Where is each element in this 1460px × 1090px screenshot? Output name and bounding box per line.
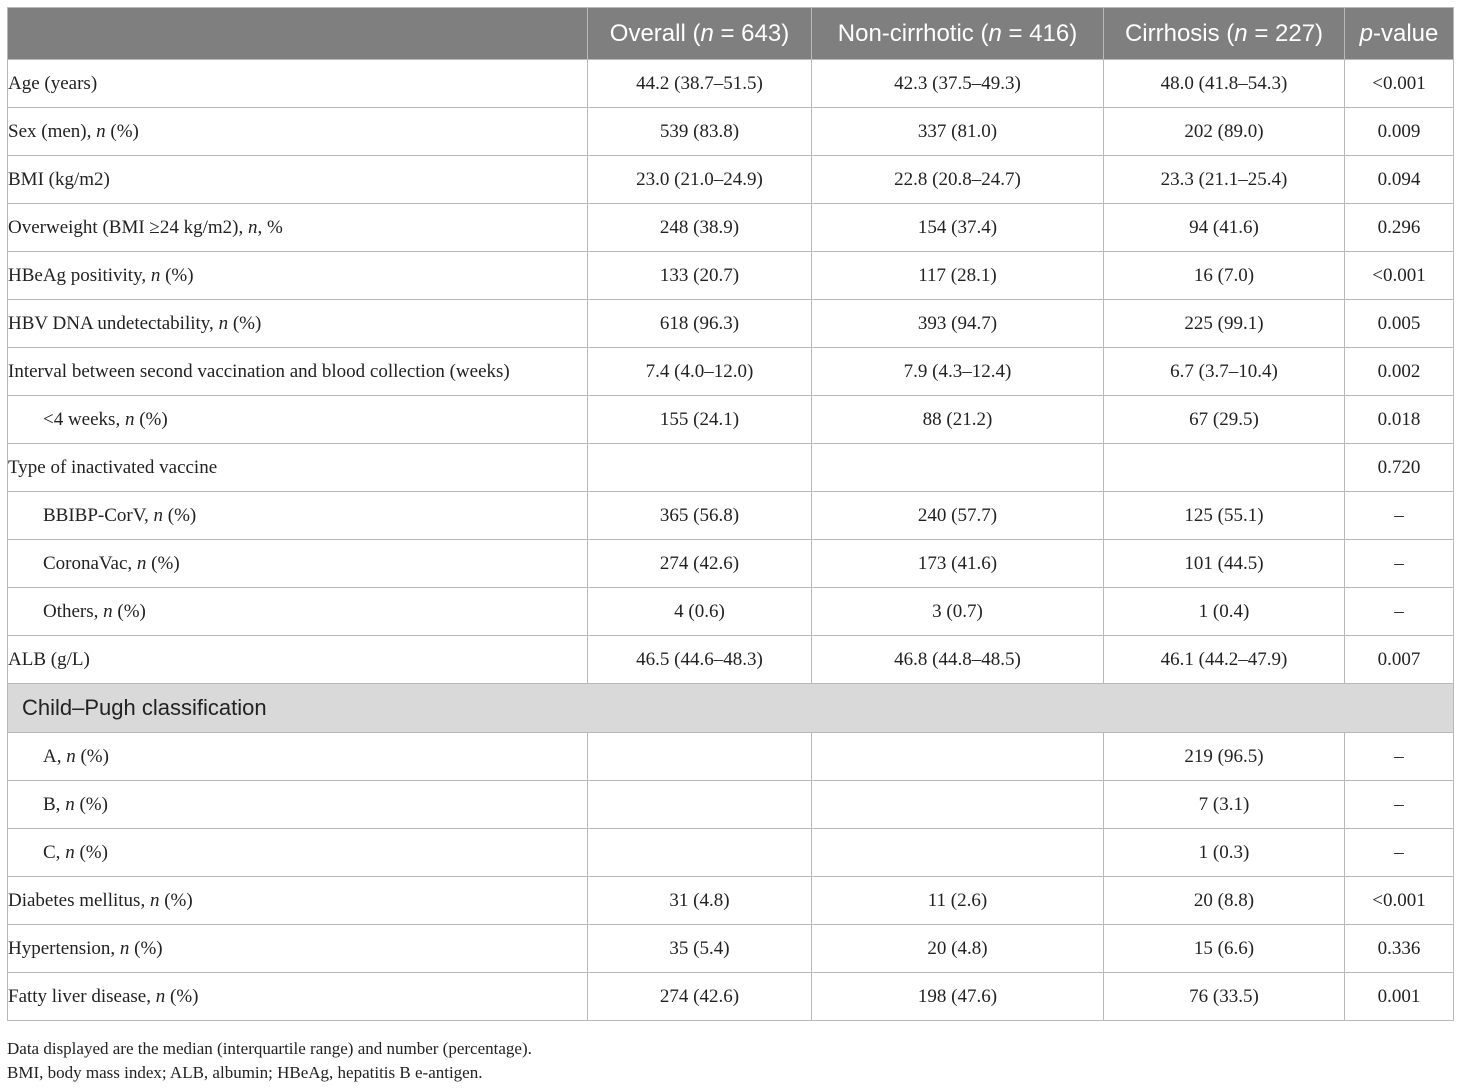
italic-symbol: n [988,19,1002,47]
cell-cirrhosis: 15 (6.6) [1104,925,1345,973]
cell-cirrhosis: 219 (96.5) [1104,733,1345,781]
cell-cirrhosis [1104,444,1345,492]
text-segment: Others, [43,600,104,622]
cell-overall [588,781,812,829]
cell-non-cirrhotic [812,733,1104,781]
table-row [8,781,1454,829]
italic-symbol: n [124,408,135,430]
row-label [8,492,588,540]
cell-cirrhosis: 7 (3.1) [1104,781,1345,829]
text-segment: (%) [134,408,168,430]
cell-non-cirrhotic: 7.9 (4.3–12.4) [812,348,1104,396]
cell-overall [588,444,812,492]
cell-overall [588,829,812,877]
cell-cirrhosis: 101 (44.5) [1104,540,1345,588]
cell-overall: 7.4 (4.0–12.0) [588,348,812,396]
table-row [8,973,1454,1021]
text-segment: <4 weeks, [43,408,125,430]
cell-p-value: 0.002 [1345,348,1454,396]
column-header-p-value [1345,8,1454,60]
cell-p-value: 0.336 [1345,925,1454,973]
cell-overall: 44.2 (38.7–51.5) [588,60,812,108]
cell-overall: 133 (20.7) [588,252,812,300]
text-segment: (%) [129,937,163,959]
row-label [8,396,588,444]
cell-overall: 618 (96.3) [588,300,812,348]
text-segment: (%) [163,504,197,526]
row-label [8,636,588,684]
cell-non-cirrhotic: 173 (41.6) [812,540,1104,588]
cell-p-value: <0.001 [1345,60,1454,108]
italic-symbol: n [96,120,106,142]
cell-p-value: – [1345,733,1454,781]
text-segment: -value [1372,19,1439,47]
row-label [8,300,588,348]
text-segment: Interval between second vaccination and blood collection (weeks) [8,360,510,382]
header-row [8,8,1454,60]
table-row [8,925,1454,973]
cell-cirrhosis: 20 (8.8) [1104,877,1345,925]
cell-p-value: 0.720 [1345,444,1454,492]
cell-p-value: 0.018 [1345,396,1454,444]
cell-overall: 155 (24.1) [588,396,812,444]
cell-non-cirrhotic: 198 (47.6) [812,973,1104,1021]
row-label [8,829,588,877]
cell-overall: 31 (4.8) [588,877,812,925]
cell-overall: 274 (42.6) [588,973,812,1021]
table-row [8,492,1454,540]
text-segment: A, [43,745,67,767]
italic-symbol: n [103,600,113,622]
text-segment: HBeAg positivity, [8,264,151,286]
italic-symbol: n [66,745,76,767]
italic-symbol: n [65,793,75,815]
italic-symbol: n [149,889,160,911]
row-label [8,444,588,492]
cell-cirrhosis: 1 (0.3) [1104,829,1345,877]
table-row [8,540,1454,588]
column-header-cirrhosis [1104,8,1345,60]
italic-symbol: n [153,504,164,526]
row-label [8,252,588,300]
cell-p-value: – [1345,781,1454,829]
cell-cirrhosis: 1 (0.4) [1104,588,1345,636]
footnote-data-description: Data displayed are the median (interquartile range) and number (percentage). [7,1039,532,1058]
row-label [8,925,588,973]
cell-overall: 365 (56.8) [588,492,812,540]
column-header-overall [588,8,812,60]
cell-non-cirrhotic: 117 (28.1) [812,252,1104,300]
text-segment: (%) [75,745,109,767]
italic-symbol: n [700,19,714,47]
cell-non-cirrhotic: 393 (94.7) [812,300,1104,348]
cell-non-cirrhotic [812,781,1104,829]
cell-p-value: – [1345,588,1454,636]
text-segment: Overall ( [609,19,701,47]
cell-cirrhosis: 6.7 (3.7–10.4) [1104,348,1345,396]
cell-p-value: 0.094 [1345,156,1454,204]
cell-overall: 35 (5.4) [588,925,812,973]
text-segment: (%) [228,312,262,334]
cell-p-value: <0.001 [1345,877,1454,925]
table-row [8,60,1454,108]
text-segment: C, [43,841,66,863]
section-label [8,684,1454,733]
text-segment: Type of inactivated vaccine [8,456,218,478]
text-segment: (%) [165,985,199,1007]
text-segment: ALB (g/L) [8,648,90,670]
cell-cirrhosis: 16 (7.0) [1104,252,1345,300]
cell-non-cirrhotic [812,444,1104,492]
text-segment: Diabetes mellitus, [8,889,150,911]
cell-cirrhosis: 67 (29.5) [1104,396,1345,444]
cell-non-cirrhotic: 46.8 (44.8–48.5) [812,636,1104,684]
table-row [8,108,1454,156]
table-row [8,444,1454,492]
italic-symbol: n [218,312,229,334]
italic-symbol: n [119,937,130,959]
row-label [8,733,588,781]
text-segment: Non-cirrhotic ( [837,19,989,47]
cell-cirrhosis: 46.1 (44.2–47.9) [1104,636,1345,684]
cell-overall: 248 (38.9) [588,204,812,252]
table-row [8,636,1454,684]
text-segment: = 416) [1001,19,1078,47]
table-row [8,156,1454,204]
text-segment: (%) [159,889,193,911]
cell-cirrhosis: 225 (99.1) [1104,300,1345,348]
text-segment: = 227) [1247,19,1324,47]
table-row [8,348,1454,396]
row-label [8,588,588,636]
baseline-characteristics-table [7,7,1454,1021]
cell-p-value: – [1345,540,1454,588]
cell-cirrhosis: 94 (41.6) [1104,204,1345,252]
text-segment: (%) [74,841,108,863]
cell-p-value: – [1345,492,1454,540]
cell-overall: 46.5 (44.6–48.3) [588,636,812,684]
cell-overall: 23.0 (21.0–24.9) [588,156,812,204]
italic-symbol: n [1234,19,1248,47]
cell-non-cirrhotic: 20 (4.8) [812,925,1104,973]
cell-non-cirrhotic: 240 (57.7) [812,492,1104,540]
text-segment: = 643) [713,19,790,47]
text-segment: BMI (kg/m2) [8,168,110,190]
text-segment: Overweight (BMI ≥24 kg/m2), [8,216,248,238]
text-segment: BBIBP-CorV, [43,504,154,526]
table-row [8,396,1454,444]
cell-non-cirrhotic: 154 (37.4) [812,204,1104,252]
table-row [8,733,1454,781]
text-segment: Cirrhosis ( [1124,19,1235,47]
cell-non-cirrhotic: 337 (81.0) [812,108,1104,156]
cell-overall: 4 (0.6) [588,588,812,636]
text-segment: (%) [112,600,146,622]
column-header-non-cirrhotic [812,8,1104,60]
row-label [8,60,588,108]
text-segment: Age (years) [8,72,98,94]
text-segment: Fatty liver disease, [8,985,156,1007]
text-segment: (%) [105,120,139,142]
row-label [8,348,588,396]
cell-non-cirrhotic: 11 (2.6) [812,877,1104,925]
cell-cirrhosis: 125 (55.1) [1104,492,1345,540]
cell-non-cirrhotic: 22.8 (20.8–24.7) [812,156,1104,204]
text-segment: Sex (men), [8,120,97,142]
text-segment: (%) [74,793,108,815]
text-segment: (%) [160,264,194,286]
row-label [8,108,588,156]
cell-cirrhosis: 76 (33.5) [1104,973,1345,1021]
row-label [8,156,588,204]
text-segment: CoronaVac, [43,552,137,574]
cell-cirrhosis: 202 (89.0) [1104,108,1345,156]
table-row [8,877,1454,925]
italic-symbol: n [150,264,161,286]
cell-p-value: <0.001 [1345,252,1454,300]
cell-non-cirrhotic [812,829,1104,877]
text-segment: B, [43,793,66,815]
text-segment: , % [257,216,283,238]
text-segment: Hypertension, [8,937,120,959]
text-segment: (%) [146,552,180,574]
italic-symbol: p [1359,19,1373,47]
row-label [8,973,588,1021]
text-segment: Child–Pugh classification [22,695,267,720]
row-label [8,877,588,925]
cell-p-value: – [1345,829,1454,877]
cell-cirrhosis: 48.0 (41.8–54.3) [1104,60,1345,108]
table-row [8,204,1454,252]
italic-symbol: n [155,985,166,1007]
cell-overall [588,733,812,781]
table-header [8,8,1454,60]
row-label [8,204,588,252]
cell-non-cirrhotic: 42.3 (37.5–49.3) [812,60,1104,108]
cell-p-value: 0.009 [1345,108,1454,156]
row-label [8,540,588,588]
table-body [8,60,1454,1021]
column-header-characteristic [8,8,588,60]
italic-symbol: n [65,841,75,863]
cell-non-cirrhotic: 3 (0.7) [812,588,1104,636]
table-row [8,252,1454,300]
table-row [8,829,1454,877]
cell-non-cirrhotic: 88 (21.2) [812,396,1104,444]
cell-p-value: 0.296 [1345,204,1454,252]
footnote-abbreviations: BMI, body mass index; ALB, albumin; HBeAg, hepatitis B e-antigen. [7,1063,483,1082]
text-segment: HBV DNA undetectability, [8,312,219,334]
italic-symbol: n [247,216,258,238]
table-row [8,300,1454,348]
cell-cirrhosis: 23.3 (21.1–25.4) [1104,156,1345,204]
table-row [8,588,1454,636]
italic-symbol: n [136,552,147,574]
section-row [8,684,1454,733]
cell-p-value: 0.007 [1345,636,1454,684]
row-label [8,781,588,829]
cell-overall: 274 (42.6) [588,540,812,588]
cell-p-value: 0.001 [1345,973,1454,1021]
cell-overall: 539 (83.8) [588,108,812,156]
cell-p-value: 0.005 [1345,300,1454,348]
